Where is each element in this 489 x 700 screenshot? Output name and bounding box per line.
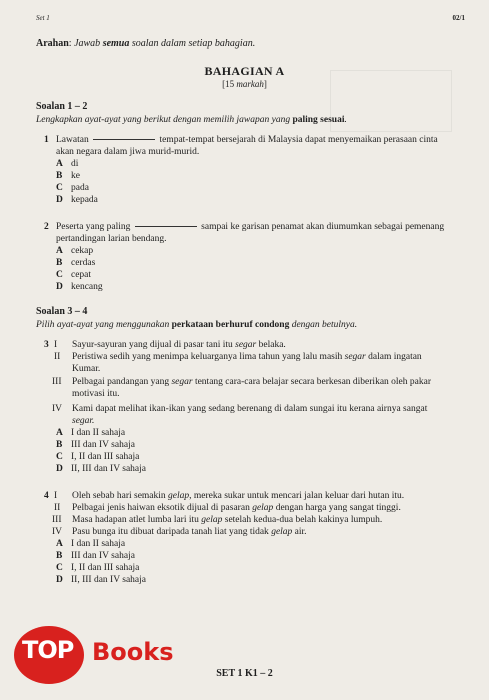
group1-instr-bold: paling sesuai: [292, 115, 345, 125]
q3-statement-3: [72, 377, 431, 387]
q2-stem: [56, 222, 444, 232]
q4-statement-2: [72, 503, 401, 513]
q2-option-d-text: kencang: [71, 282, 103, 292]
arahan-part1: Jawab: [74, 38, 101, 49]
group2-instr-suffix: dengan betulnya.: [291, 320, 358, 330]
group1-heading: Soalan 1 – 2: [36, 101, 88, 112]
q3-s2-a: Peristiwa sedih yang menimpa keluarganya lima tahun yang lalu masih: [72, 352, 345, 362]
q4-s3-b: setelah kedua-dua belah kakinya lumpuh.: [222, 515, 383, 525]
marks-open: [15: [222, 79, 235, 89]
q3-s2-b: dalam ingatan: [365, 352, 422, 362]
q3-option-a-text: I dan II sahaja: [71, 428, 126, 438]
q4-option-c-text: I, II dan III sahaja: [71, 563, 140, 573]
q1-option-a-letter: A: [56, 159, 63, 169]
q3-s1-b: belaka.: [256, 340, 286, 350]
q4-number: 4: [44, 491, 49, 501]
q1-post: tempat-tempat bersejarah di Malaysia dapat menyemaikan perasaan cinta: [159, 135, 438, 145]
q4-s4-a: Pasu bunga itu dibuat daripada tanah liat yang tidak: [72, 527, 272, 537]
q3-statement-4: Kami dapat melihat ikan-ikan yang sedang berenang di dalam sungai itu kerana airnya sangat: [72, 404, 428, 414]
q2-option-d-letter: D: [56, 282, 63, 292]
q3-roman-2: II: [54, 352, 61, 362]
group2-instr-bold: perkataan berhuruf condong: [171, 320, 290, 330]
q1-option-b-text: ke: [71, 171, 80, 181]
group2-heading: Soalan 3 – 4: [36, 306, 88, 317]
q3-roman-4: IV: [52, 404, 63, 414]
q2-blank: [135, 226, 197, 227]
q4-option-b-text: III dan IV sahaja: [71, 551, 135, 561]
topbooks-logo-top: TOP: [22, 636, 74, 664]
q3-option-c-text: I, II dan III sahaja: [71, 452, 140, 462]
group1-instruction: [36, 115, 347, 125]
q4-s2-b: dengan harga yang sangat tinggi.: [273, 503, 401, 513]
q3-s3-a: Pelbagai pandangan yang: [72, 377, 172, 387]
q3-statement-3-cont: motivasi itu.: [72, 389, 120, 399]
group2-instruction: [36, 320, 357, 330]
q4-option-a-text: I dan II sahaja: [71, 539, 126, 549]
q2-option-a-letter: A: [56, 246, 63, 256]
paper-code: 02/1: [452, 14, 465, 22]
q3-roman-1: I: [54, 340, 58, 350]
arahan-lead: Arahan: [36, 38, 69, 49]
q3-option-d-letter: D: [56, 464, 63, 474]
q2-stem-line2: pertandingan larian bendang.: [56, 234, 167, 244]
group2-instr-prefix: Pilih ayat-ayat yang menggunakan: [36, 320, 170, 330]
q4-s1-b: , mereka sukar untuk mencari jalan keluar dari hutan itu.: [189, 491, 405, 501]
q3-statement-2-cont: Kumar.: [72, 364, 101, 374]
q3-option-a-letter: A: [56, 428, 63, 438]
q3-s2-word: segar: [344, 352, 366, 362]
q3-roman-3: III: [52, 377, 62, 387]
q3-number: 3: [44, 340, 49, 350]
q2-option-c-letter: C: [56, 270, 63, 280]
q4-option-d-text: II, III dan IV sahaja: [71, 575, 146, 585]
q3-option-d-text: II, III dan IV sahaja: [71, 464, 146, 474]
q4-roman-3: III: [52, 515, 62, 525]
page-footer: SET 1 K1 – 2: [216, 668, 273, 679]
q2-number: 2: [44, 222, 49, 232]
q1-number: 1: [44, 135, 49, 145]
q2-option-a-text: cekap: [71, 246, 94, 256]
q4-s4-b: air.: [292, 527, 307, 537]
q1-option-c-letter: C: [56, 183, 63, 193]
q1-blank: [93, 139, 155, 140]
section-title: BAHAGIAN A: [204, 64, 285, 78]
q1-option-d-letter: D: [56, 195, 63, 205]
q4-option-a-letter: A: [56, 539, 63, 549]
q3-s3-b: tentang cara-cara belajar secara berkesan diberikan oleh pakar: [192, 377, 431, 387]
topbooks-logo-books: Books: [92, 638, 174, 666]
q2-option-c-text: cepat: [71, 270, 92, 280]
q4-option-c-letter: C: [56, 563, 63, 573]
q4-roman-4: IV: [52, 527, 63, 537]
q3-s1-a: Sayur-sayuran yang dijual di pasar tani itu: [72, 340, 236, 350]
q2-option-b-text: cerdas: [71, 258, 96, 268]
marks-word: markah: [236, 79, 264, 89]
q4-statement-1: [72, 491, 404, 501]
q4-s2-a: Pelbagai jenis haiwan eksotik dijual di pasaran: [72, 503, 253, 513]
q4-s4-word: gelap: [271, 527, 293, 537]
q4-option-b-letter: B: [56, 551, 63, 561]
q4-s1-a: Oleh sebab hari semakin: [72, 491, 169, 501]
set-label: Set 1: [36, 14, 50, 22]
q1-stem: [56, 135, 438, 145]
q4-s3-a: Masa hadapan atlet lumba lari itu: [72, 515, 202, 525]
q4-s3-word: gelap: [201, 515, 223, 525]
q4-statement-4: [72, 527, 307, 537]
q4-s1-word: gelap: [168, 491, 190, 501]
q4-s2-word: gelap: [252, 503, 274, 513]
q4-roman-1: I: [54, 491, 58, 501]
q4-statement-3: [72, 515, 382, 525]
q3-option-c-letter: C: [56, 452, 63, 462]
group1-instr-suffix: .: [344, 115, 347, 125]
q1-pre: Lawatan: [56, 135, 89, 145]
q3-s3-word: segar: [171, 377, 193, 387]
q4-roman-2: II: [54, 503, 61, 513]
arahan-part2: semua: [102, 38, 130, 49]
q1-option-a-text: di: [71, 159, 79, 169]
marks-close: ]: [263, 79, 267, 89]
q3-s1-word: segar: [235, 340, 257, 350]
arahan-part3: soalan dalam setiap bahagian.: [131, 38, 256, 49]
q2-pre: Peserta yang paling: [56, 222, 131, 232]
group1-instr-prefix: Lengkapkan ayat-ayat yang berikut dengan memilih jawapan yang: [36, 115, 291, 125]
q2-post: sampai ke garisan penamat akan diumumkan sebagai pemenang: [201, 222, 445, 232]
q3-statement-2: [72, 352, 422, 362]
q3-statement-4-cont: segar.: [72, 416, 95, 426]
q2-option-b-letter: B: [56, 258, 63, 268]
q3-statement-1: [72, 340, 286, 350]
q1-option-d-text: kepada: [71, 195, 98, 205]
q1-option-b-letter: B: [56, 171, 63, 181]
instructions: [36, 38, 255, 49]
q3-option-b-letter: B: [56, 440, 63, 450]
arahan-sep: :: [68, 38, 72, 49]
section-marks: [0, 79, 489, 89]
q1-option-c-text: pada: [71, 183, 89, 193]
q3-option-b-text: III dan IV sahaja: [71, 440, 135, 450]
q4-option-d-letter: D: [56, 575, 63, 585]
q1-stem-line2: akan negara dalam jiwa murid-murid.: [56, 147, 200, 157]
